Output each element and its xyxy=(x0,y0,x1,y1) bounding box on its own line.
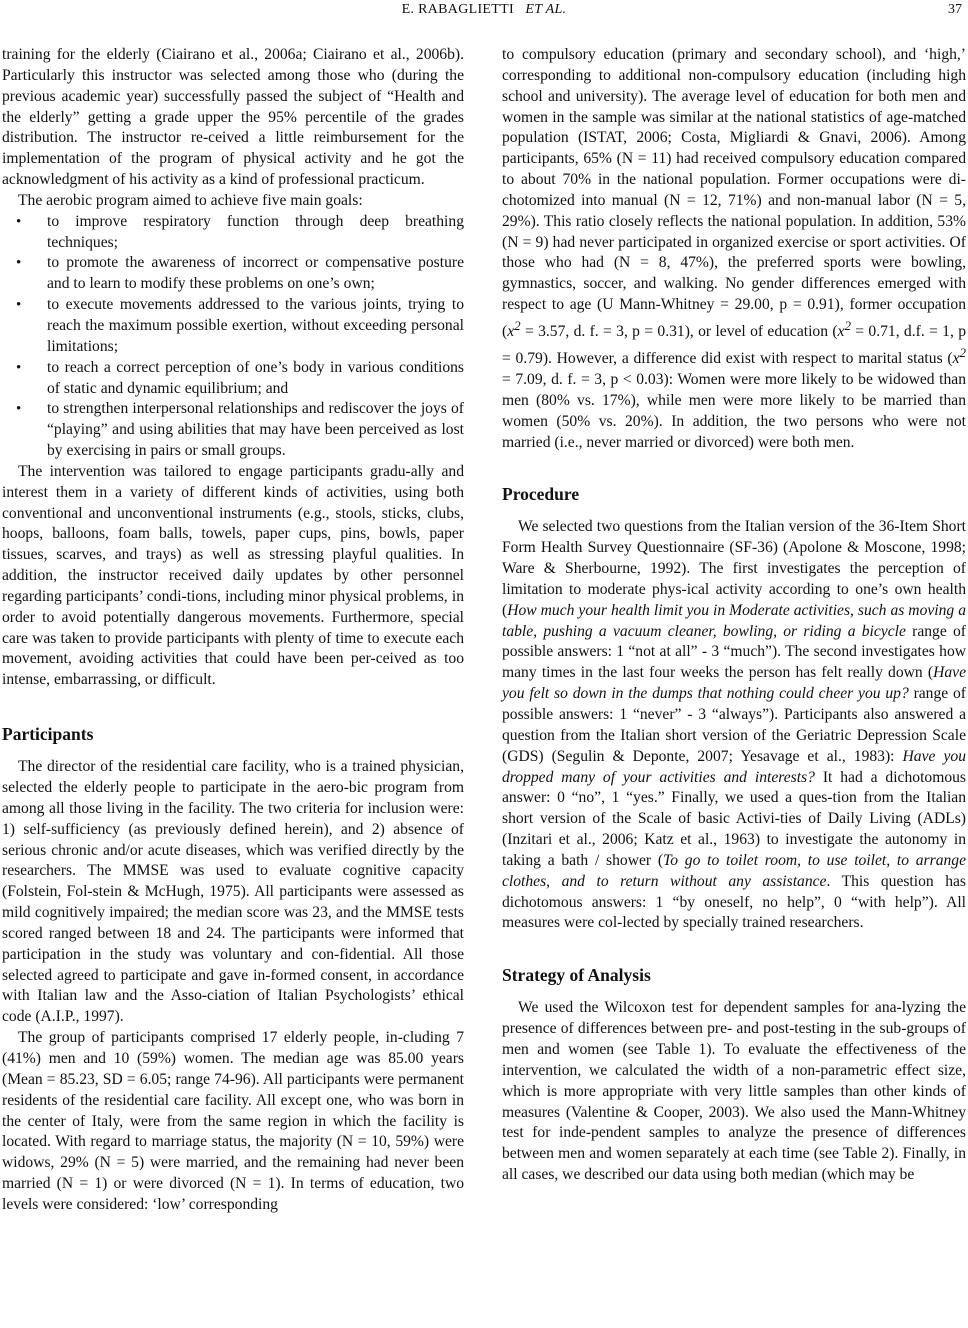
paragraph-demographics: The group of participants comprised 17 elderly people, in-cluding 7 (41%) men and 10 (59%) women. The median age was 85.00 years (Mean = 85.23, SD = 6.05; range 74-96). All participants were permanent residents of the residential care facility. All except one, who was born in the center of Italy, were from the same region in which the facility is located. With regard to marriage status, the majority (N = 10, 59%) were widows, 29% (N = 5) were married, and the remaining had never been married (N = 1) or were divorced (N = 1). In terms of education, two levels were considered: ‘low’ corresponding xyxy=(2,1029,464,1213)
chi-exponent: 2 xyxy=(514,317,521,333)
page-number: 37 xyxy=(948,2,962,17)
question-sf36-mood: Have you felt so down in the dumps that nothing could cheer you up? xyxy=(502,664,966,703)
text-run: We selected two questions from the Italian version of the 36-Item Short Form Health Survey Questionnaire (SF-36) (Apolone & Moscone, 1998; Ware & Sherbourne, 1992). The first investigates the perception of limitation to moderate phys-ical activity according to one’s own health ( xyxy=(502,518,966,619)
list-item xyxy=(2,399,464,462)
chi-letter: x xyxy=(952,350,960,368)
text-run: = 7.09, d. f. = 3, p < 0.03): Women were more likely to be widowed than men (80% vs. 17%), while men were more likely to be married than women (50% vs. 20%). In addition, the two persons who were not married (i.e., never married or divorced) were both men. xyxy=(502,371,966,451)
bullet-icon: • xyxy=(16,213,22,230)
chi-letter: x xyxy=(507,323,515,341)
paragraph-intervention: The intervention was tailored to engage participants gradu-ally and interest them in a variety of different kinds of activities, using both conventional and unconventional instruments (e.g., stools, sticks, clubs, hoops, balloons, foam balls, towels, paper cups, pins, bowls, paper tissues, scarves, and trays) as well as stressing playful qualities. In addition, the instructor received daily updates by other personnel regarding participants’ condi-tions, including minor physical problems, in order to avoid potentially dangerous movements. Furthermore, special care was taken to provide participants with plenty of time to execute each movement, avoiding activities that could have been per-ceived as too intense, embarrassing, or difficult. xyxy=(2,462,464,689)
section-heading-procedure: Procedure xyxy=(502,484,580,505)
paragraph-procedure xyxy=(502,517,966,934)
chi-square-symbol xyxy=(507,317,521,341)
list-item xyxy=(2,212,464,254)
running-header xyxy=(0,2,968,24)
chi-exponent: 2 xyxy=(959,345,966,360)
goals-list xyxy=(2,212,464,462)
list-item-text: to execute movements addressed to the various joints, trying to reach the maximum possible exertion, without exceeding personal limitations; xyxy=(47,296,464,355)
list-item xyxy=(2,253,464,295)
bullet-icon: • xyxy=(16,297,22,314)
running-head-author: E. RABAGLIETTI xyxy=(401,2,514,17)
chi-square-symbol xyxy=(952,345,966,368)
list-item-text: to improve respiratory function through deep breathing techniques; xyxy=(47,212,464,251)
text-run: range of possible answers: 1 “not at all” - 3 “much”). The second investigates how many times in the last four weeks the person has felt really down ( xyxy=(502,622,966,682)
section-heading-participants: Participants xyxy=(2,724,94,745)
question-gds: Have you dropped many of your activities and interests? xyxy=(502,747,966,786)
text-run: = 3.57, d. f. = 3, p = 0.31), or level of education ( xyxy=(520,323,838,341)
list-item-text: to promote the awareness of incorrect or compensative posture and to learn to modify these problems on one’s own; xyxy=(47,254,464,293)
list-item-text: to strengthen interpersonal relationships and rediscover the joys of “playing” and using abilities that may have been perceived as lost by exercising in pairs or small groups. xyxy=(47,400,464,460)
text-run: = 0.71, d.f. = 1, p = 0.79). However, a difference did exist with respect to marital status ( xyxy=(502,323,966,368)
question-sf36-activity: How much your health limit you in Moderate activities, such as moving a table, pushing a vacuum cleaner, bowling, or riding a bicycle xyxy=(502,601,966,640)
list-item-text: to reach a correct perception of one’s body in various conditions of static and dynamic equilibrium; and xyxy=(47,358,464,397)
question-adl: To go to toilet room, to use toilet, to arrange clothes, and to return without any assistance xyxy=(502,851,966,890)
section-heading-strategy: Strategy of Analysis xyxy=(502,965,651,986)
left-column xyxy=(2,45,464,1216)
paragraph-selection: The director of the residential care facility, who is a trained physician, selected the elderly people to participate in the aero-bic program from among all those living in the facility. The two criteria for inclusion were: 1) self-sufficiency (as previously defined herein), and 2) absence of serious chronic and/or acute diseases, which was verified directly by the researchers. The MMSE was used to evaluate cognitive capacity (Folstein, Fol-stein & McHugh, 1975). All participants were assessed as mild cognitively impaired; the median score was 23, and the MMSE tests scored ranged between 18 and 24. The participants were informed that participation in the study was voluntary and con-fidential. All those selected agreed to participate and gave in-formed consent, in accordance with Italian law and the Asso-ciation of Italian Psychologists’ ethical code (A.I.P., 1997). xyxy=(2,758,464,1026)
text-run: range of possible answers: 1 “never” - 3 “always”). Participants also answered a question from the Italian short version of the Geriatric Depression Scale (GDS) (Segulin & Deponte, 2007; Yesavage et al., 1983): xyxy=(502,685,966,765)
list-item xyxy=(2,295,464,358)
text-run: It had a dichotomous answer: 0 “no”, 1 “yes.” Finally, we used a ques-tion from the Italian short version of the Scale of basic Activi-ties of Daily Living (ADLs) (Inzitari et al., 2006; Katz et al., 1963) to investigate the autonomy in taking a bath / shower ( xyxy=(502,768,966,869)
chi-letter: x xyxy=(837,323,845,341)
right-column xyxy=(502,45,966,1186)
paragraph-instructor: training for the elderly (Ciairano et al., 2006a; Ciairano et al., 2006b). Particularly this instructor was selected among those who (during the previous academic year) successfully passed the subject of “Health and the elderly” getting a grade upper the 95% percentile of the grades distribution. The instructor re-ceived a little reimbursement for the implementation of the program of physical activity and he got the acknowledgment of his activity as a kind of professional practicum. xyxy=(2,46,464,189)
paragraph-education xyxy=(502,45,966,453)
paragraph-strategy: We used the Wilcoxon test for dependent samples for ana-lyzing the presence of differences between pre- and post-testing in the sub-groups of men and women (see Table 1). To evaluate the effectiveness of the intervention, we calculated the width of a non-parametric effect size, which is more appropriate with very little samples than other kinds of measures (Valentine & Cooper, 2003). We also used the Mann-Whitney test for inde-pendent samples to analyze the presence of differences between men and women separately at each time (see Table 2). Finally, in all cases, we described our data using both median (which may be xyxy=(502,999,966,1184)
paragraph-goals-intro: The aerobic program aimed to achieve five main goals: xyxy=(18,191,363,209)
bullet-icon: • xyxy=(16,255,22,272)
running-head-etal: ET AL. xyxy=(525,2,567,17)
chi-square-symbol xyxy=(837,317,851,341)
text-run: . This question has dichotomous answers: 1 “by oneself, no help”, 0 “with help”). All measures were col-lected by specially trained researchers. xyxy=(502,872,966,932)
text-run: to compulsory education (primary and secondary school), and ‘high,’ corresponding to additional non-compulsory education (including high school and university). The average level of education for both men and women in the sample was similar at the national statistics of age-matched population (ISTAT, 2006; Costa, Migliardi & Gnavi, 2006). Among participants, 65% (N = 11) had received compulsory education compared to about 70% in the national population. Former occupations were di-chotomized into manual (N = 12, 71%) and non-manual labor (N = 5, 29%). This ratio closely reflects the national population. In addition, 53% (N = 9) had never participated in organized exercise or sport activities. Of those who had (N = 8, 47%), the preferred sports were bowling, gymnastics, soccer, and walking. No gender differences emerged with respect to age (U Mann-Whitney = 29.00, p = 0.91), former occupation ( xyxy=(502,46,966,341)
list-item xyxy=(2,358,464,400)
chi-exponent: 2 xyxy=(844,317,851,333)
bullet-icon: • xyxy=(16,401,22,418)
running-head xyxy=(0,2,968,18)
bullet-icon: • xyxy=(16,359,22,376)
